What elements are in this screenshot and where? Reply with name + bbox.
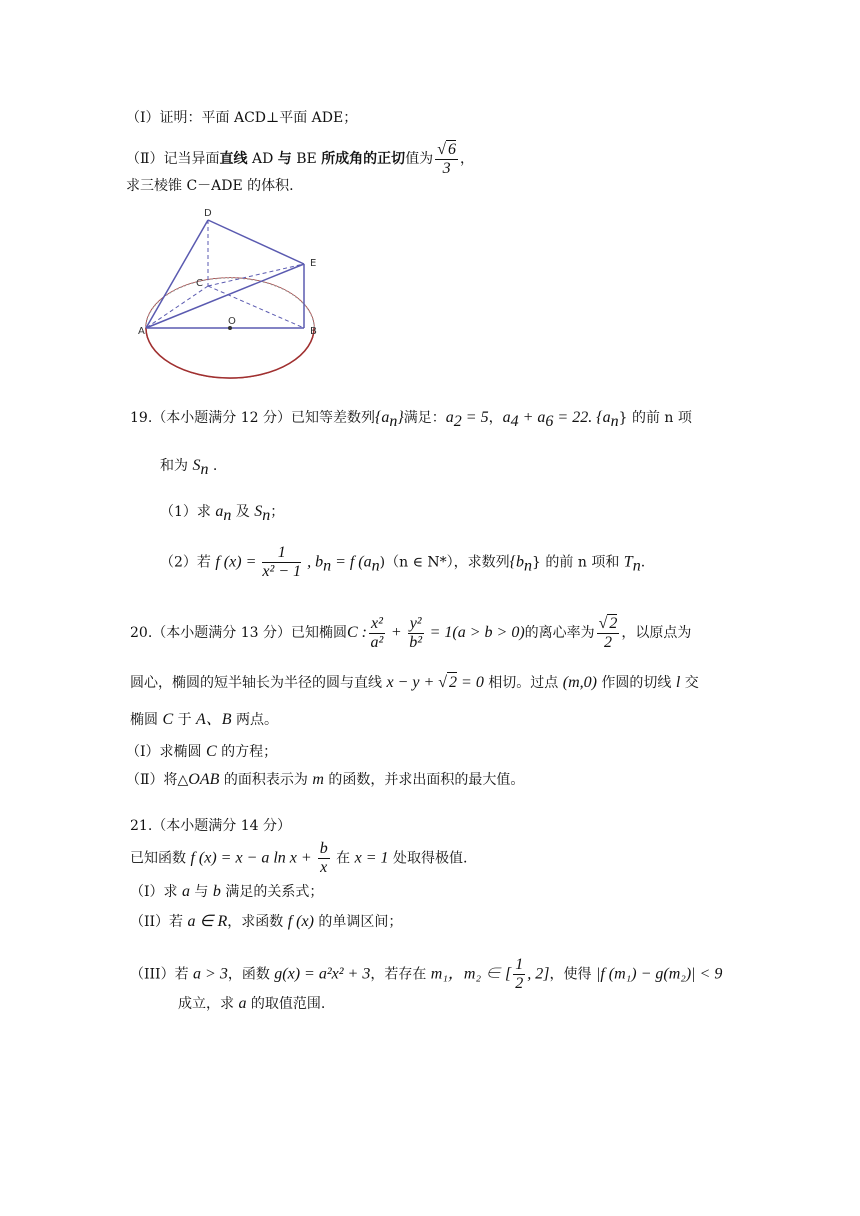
sub: 6	[545, 412, 554, 430]
text: 的单调区间；	[313, 914, 403, 930]
math: S	[254, 503, 263, 520]
text: （Ⅰ）证明：平面 ACD	[126, 110, 267, 126]
den: x	[320, 859, 328, 876]
sub: n	[200, 460, 209, 478]
q19-line1	[130, 408, 692, 432]
text: ，使得	[549, 966, 596, 983]
math: C	[205, 743, 217, 760]
den: x² − 1	[262, 563, 302, 580]
q21-part1	[130, 882, 323, 902]
text: 已知函数	[130, 850, 191, 867]
math: m	[312, 771, 324, 788]
math: a	[445, 409, 454, 426]
den: 2	[515, 975, 524, 992]
q20-part1	[126, 742, 277, 762]
den: a²	[370, 633, 384, 651]
sub: n	[371, 557, 380, 575]
sub: n	[262, 506, 271, 524]
math: x − y +	[386, 674, 439, 691]
sub: n	[389, 412, 398, 430]
sub: 4	[510, 412, 519, 430]
fraction: $\frac{√ 6}{3}$	[437, 141, 456, 177]
text: } 的前 n 项	[618, 410, 692, 426]
math: x = 1	[354, 849, 389, 867]
sub: n	[223, 506, 232, 524]
text: } 的前 n 项和	[532, 554, 624, 571]
text: 19.（本小题满分 12 分）已知等差数列	[130, 410, 375, 426]
math: l	[675, 674, 681, 691]
text: 值为	[405, 151, 434, 167]
text: 成立，求	[178, 996, 239, 1012]
math: C	[162, 711, 174, 728]
text: 处取得极值.	[388, 850, 468, 867]
q21-head: 21.（本小题满分 14 分）	[130, 818, 291, 834]
fraction	[318, 840, 330, 877]
text: 满足的关系式；	[220, 884, 324, 900]
math: m₁，m₂ ∈ [	[430, 965, 512, 983]
q20-line3	[130, 710, 278, 730]
text: .	[208, 458, 218, 474]
text: 作圆的切线	[596, 675, 676, 691]
q21-line1	[130, 840, 467, 877]
text: ，以原点为	[621, 625, 692, 641]
text: 交	[680, 675, 699, 691]
text: 及	[231, 504, 255, 520]
label-E: E	[310, 258, 317, 269]
math: = 5	[461, 409, 489, 426]
text: ，函数	[227, 966, 275, 983]
math: = f (a	[331, 553, 372, 571]
math: a ∈ R	[187, 913, 228, 930]
math: S	[192, 457, 201, 474]
label-O: O	[228, 316, 236, 327]
math: + a	[518, 409, 546, 426]
math: a	[215, 503, 224, 520]
math: {a	[374, 409, 390, 426]
text: 的方程；	[216, 744, 278, 760]
text: AD	[247, 151, 278, 167]
text: （2）若	[160, 554, 216, 571]
math: a	[181, 883, 190, 900]
fraction-x	[369, 615, 385, 652]
q20-line1	[130, 614, 691, 652]
text: ，	[488, 410, 503, 426]
math: . {a	[588, 409, 611, 426]
sub: n	[632, 557, 641, 575]
label-A: A	[138, 326, 145, 337]
edge-DE	[208, 220, 304, 264]
math: f (x) = x − a ln x +	[190, 849, 316, 867]
text: BE	[291, 151, 322, 167]
den: b²	[409, 633, 423, 651]
text: ，	[459, 151, 474, 167]
text: 在	[331, 850, 355, 867]
text: 椭圆	[130, 712, 163, 728]
math: , 2]	[527, 965, 550, 983]
text: ，求函数	[227, 914, 288, 930]
text: 的函数，并求出面积的最大值。	[323, 772, 525, 788]
den: 2	[604, 634, 613, 651]
math: C :	[346, 624, 367, 641]
q21-part2	[130, 912, 402, 932]
fraction-ecc: $\frac{√ 2}{2}$	[598, 615, 618, 651]
num: b	[319, 840, 328, 857]
label-B: B	[310, 326, 317, 337]
sqrt: 2	[449, 674, 458, 691]
text: 满足：	[403, 410, 446, 426]
sub: 2	[453, 412, 462, 430]
math: {b	[509, 553, 525, 571]
text: （Ⅰ）求椭圆	[126, 744, 206, 760]
math: (m,0)	[562, 674, 597, 691]
math: b	[212, 883, 221, 900]
text: （I）求	[130, 884, 182, 900]
num: 6	[447, 141, 456, 158]
q19-part2	[160, 544, 645, 581]
text: （II）若	[130, 914, 188, 930]
math: , b	[303, 553, 324, 571]
math: A、B	[196, 711, 232, 728]
math: a	[502, 409, 511, 426]
text: ，若存在	[370, 966, 431, 983]
sub: n	[524, 557, 533, 575]
text: 所成角的正切	[321, 151, 406, 167]
geometry-figure	[130, 198, 330, 386]
text: （III）若	[130, 966, 194, 983]
label-D: D	[204, 208, 212, 219]
text: 两点。	[231, 712, 279, 728]
num: x²	[370, 614, 383, 632]
text: （Ⅱ）将△	[126, 772, 189, 788]
q20-line2: 圆心，椭圆的短半轴长为半径的圆与直线 x − y + √ 2 = 0 相切。过点 (m,0) 作圆的切线 l 交	[130, 674, 699, 691]
math: }	[397, 409, 404, 426]
perp-symbol: ⊥	[266, 110, 280, 126]
den: 3	[442, 160, 451, 177]
text: 平面 ADE；	[279, 110, 358, 126]
q21-part3	[130, 956, 722, 993]
math: OAB	[188, 771, 220, 788]
text: （1）求	[160, 504, 216, 520]
text: 与	[277, 151, 292, 167]
p1-line2	[126, 140, 474, 178]
text: 于	[173, 712, 197, 728]
text: .	[640, 554, 646, 571]
text: ；	[270, 504, 285, 520]
fraction	[262, 544, 301, 581]
math: = 22	[553, 409, 589, 426]
math: f (x) =	[215, 553, 261, 571]
text: 直线	[219, 151, 248, 167]
p1-line1	[126, 108, 357, 128]
text: 相切。过点	[483, 675, 563, 691]
label-C: C	[196, 278, 203, 289]
text: )（n ∈ N*），求数列	[379, 554, 510, 571]
q19-part1	[160, 502, 284, 526]
text: 圆心，椭圆的短半轴长为半径的圆与直线	[130, 675, 387, 691]
num: 2	[609, 615, 618, 632]
q20-part2	[126, 770, 524, 790]
fraction	[513, 956, 525, 993]
text: （Ⅱ）记当异面	[126, 151, 220, 167]
math: |f (m₁) − g(m₂)| < 9	[595, 965, 723, 983]
text: 的取值范围.	[246, 996, 326, 1012]
num: 1	[262, 544, 301, 563]
text: 与	[189, 884, 213, 900]
sub: n	[323, 557, 332, 575]
sub: n	[610, 412, 619, 430]
text: 的离心率为	[524, 625, 595, 641]
q21-part3-cont	[178, 994, 325, 1014]
math: f (x)	[287, 913, 314, 930]
math: g(x) = a²x² + 3	[274, 965, 371, 983]
math: a > 3	[193, 965, 228, 983]
text: 20.（本小题满分 13 分）已知椭圆	[130, 625, 347, 641]
math: T	[623, 553, 633, 571]
p1-line3: 求三棱锥 C－ADE 的体积.	[126, 178, 294, 194]
fraction-y	[408, 615, 424, 652]
text: 的面积表示为	[219, 772, 313, 788]
math: a	[238, 995, 247, 1012]
math: = 0	[457, 674, 484, 691]
num: y²	[409, 614, 422, 632]
text: 和为	[160, 458, 193, 474]
q19-line2	[160, 456, 217, 480]
num: 1	[515, 956, 524, 973]
math: +	[386, 624, 406, 641]
math: = 1(a > b > 0)	[425, 624, 525, 641]
